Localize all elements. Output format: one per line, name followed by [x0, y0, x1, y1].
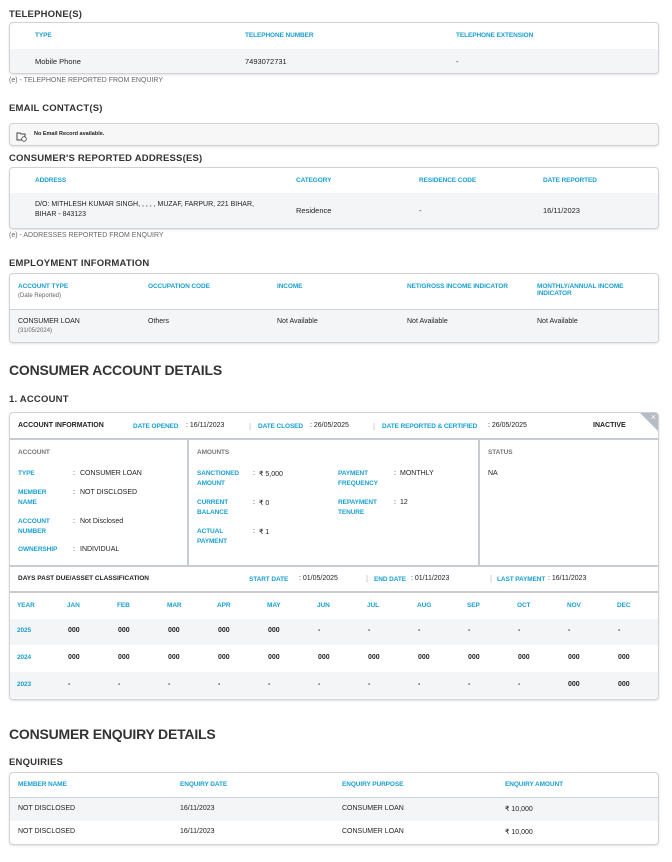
- dpd-cell: -: [418, 627, 421, 634]
- table-cell: Not Available: [407, 318, 448, 325]
- column-header: ENQUIRY AMOUNT: [505, 781, 563, 788]
- month-header: NOV: [567, 602, 581, 609]
- column-header: NET/GROSS INCOME INDICATOR: [407, 283, 508, 290]
- month-header: MAY: [267, 602, 281, 609]
- field-label: PAYMENT FREQUENCY: [338, 470, 378, 487]
- dpd-cell: -: [268, 681, 271, 688]
- dpd-cell: 000: [118, 627, 130, 634]
- month-header: AUG: [417, 602, 432, 609]
- dpd-cell: 000: [168, 654, 180, 661]
- column-header: ENQUIRY PURPOSE: [342, 781, 404, 788]
- employment-heading: EMPLOYMENT INFORMATION: [9, 258, 150, 269]
- dpd-cell: 000: [218, 654, 230, 661]
- table-cell: Others: [148, 318, 170, 325]
- colon: :: [394, 499, 396, 506]
- date-closed-label: DATE CLOSED: [258, 423, 304, 430]
- dpd-cell: 000: [168, 627, 180, 634]
- last-payment-value: : 16/11/2023: [548, 575, 587, 582]
- last-payment-label: LAST PAYMENT: [497, 576, 546, 583]
- account-status-badge: INACTIVE: [593, 422, 626, 429]
- colon: :: [253, 528, 255, 535]
- year-label: 2025: [17, 627, 32, 634]
- date-opened-label: DATE OPENED: [133, 423, 179, 430]
- dpd-cell: 000: [618, 654, 630, 661]
- column-header: TYPE: [35, 32, 52, 39]
- dpd-cell: 000: [568, 654, 580, 661]
- field-label: CURRENT BALANCE: [197, 499, 229, 516]
- dpd-cell: 000: [518, 654, 530, 661]
- dpd-cell: -: [218, 681, 221, 688]
- telephones-table: [9, 22, 659, 74]
- month-header: MAR: [167, 602, 182, 609]
- table-cell: ₹ 10,000: [505, 806, 533, 813]
- separator: |: [249, 422, 252, 431]
- dpd-cell: 000: [418, 654, 430, 661]
- dpd-cell: 000: [218, 627, 230, 634]
- field-value: Not Disclosed: [80, 518, 124, 525]
- table-cell: D/O: MITHLESH KUMAR SINGH, , , , , MUZAF, FARPUR, 221 BIHAR, BIHAR - 843123: [35, 201, 254, 218]
- address-heading: CONSUMER'S REPORTED ADDRESS(ES): [9, 153, 203, 164]
- field-label: ACTUAL PAYMENT: [197, 528, 228, 545]
- date-reported-value: : 26/05/2025: [488, 422, 527, 429]
- separator: |: [373, 422, 376, 431]
- field-label: SANCTIONED AMOUNT: [197, 470, 239, 487]
- employment-table: [9, 273, 659, 343]
- table-cell: 16/11/2023: [180, 828, 215, 835]
- field-value: MONTHLY: [400, 470, 434, 477]
- year-label: 2023: [17, 681, 32, 688]
- dpd-cell: 000: [268, 627, 280, 634]
- month-header: JUL: [367, 602, 379, 609]
- address-note: (e) - ADDRESSES REPORTED FROM ENQUIRY: [9, 232, 164, 239]
- dpd-cell: -: [318, 681, 321, 688]
- account-details-heading: CONSUMER ACCOUNT DETAILS: [9, 362, 222, 378]
- column-header: OCCUPATION CODE: [148, 283, 210, 290]
- field-value: ₹ 1: [259, 529, 270, 536]
- account-info-label: ACCOUNT INFORMATION: [18, 422, 104, 429]
- colon: :: [73, 489, 75, 496]
- dpd-cell: -: [518, 681, 521, 688]
- table-cell: ₹ 10,000: [505, 829, 533, 836]
- end-date-value: : 01/11/2023: [411, 575, 450, 582]
- month-header: JAN: [67, 602, 80, 609]
- column-header: TELEPHONE EXTENSION: [456, 32, 534, 39]
- month-header: YEAR: [17, 602, 35, 609]
- folder-info-icon: [16, 129, 27, 146]
- column-header: CATEGORY: [296, 177, 332, 184]
- dpd-cell: -: [118, 681, 121, 688]
- table-cell: Not Available: [537, 318, 578, 325]
- dpd-title: DAYS PAST DUE/ASSET CLASSIFICATION: [18, 575, 149, 582]
- field-label: OWNERSHIP: [18, 546, 58, 553]
- column-header: ADDRESS: [35, 177, 67, 184]
- start-date-value: : 01/05/2025: [299, 575, 338, 582]
- dpd-cell: -: [568, 627, 571, 634]
- month-header: OCT: [517, 602, 531, 609]
- dpd-cell: -: [318, 627, 321, 634]
- start-date-label: START DATE: [249, 576, 289, 583]
- year-label: 2024: [17, 654, 32, 661]
- dpd-cell: 000: [368, 654, 380, 661]
- date-reported-label: DATE REPORTED & CERTIFIED: [382, 423, 478, 430]
- enquiries-subheading: ENQUIRIES: [9, 757, 64, 768]
- section-title: AMOUNTS: [197, 449, 230, 456]
- dpd-cell: -: [418, 681, 421, 688]
- field-value: 12: [400, 499, 408, 506]
- colon: :: [394, 470, 396, 477]
- column-header: ENQUIRY DATE: [180, 781, 228, 788]
- column-header: MONTHLY/ANNUAL INCOME INDICATOR: [537, 283, 624, 297]
- table-cell: Not Available: [277, 318, 318, 325]
- table-cell: -: [419, 206, 422, 215]
- end-date-label: END DATE: [374, 576, 406, 583]
- close-icon[interactable]: ×: [650, 412, 656, 422]
- column-header: INCOME: [277, 283, 303, 290]
- account-card: [9, 412, 659, 700]
- colon: :: [253, 470, 255, 477]
- email-box: [9, 123, 659, 146]
- column-header: ACCOUNT TYPE: [18, 283, 69, 290]
- column-header: TELEPHONE NUMBER: [245, 32, 314, 39]
- colon: :: [73, 518, 75, 525]
- section-title: ACCOUNT: [18, 449, 50, 456]
- table-cell: CONSUMER LOAN: [342, 805, 404, 812]
- month-header: FEB: [117, 602, 130, 609]
- dpd-cell: -: [518, 627, 521, 634]
- dpd-cell: 000: [118, 654, 130, 661]
- status-value: NA: [488, 470, 498, 477]
- colon: :: [73, 470, 75, 477]
- table-cell: 16/11/2023: [180, 805, 215, 812]
- separator: |: [366, 574, 369, 583]
- dpd-cell: -: [468, 627, 471, 634]
- dpd-cell: 000: [318, 654, 330, 661]
- field-value: INDIVIDUAL: [80, 546, 120, 553]
- no-email-text: No Email Record available.: [34, 131, 105, 137]
- dpd-cell: 000: [268, 654, 280, 661]
- field-value: NOT DISCLOSED: [80, 489, 138, 496]
- dpd-cell: -: [368, 681, 371, 688]
- telephones-note: (e) - TELEPHONE REPORTED FROM ENQUIRY: [9, 77, 164, 84]
- section-title: STATUS: [488, 449, 513, 456]
- dpd-cell: -: [168, 681, 171, 688]
- dpd-cell: 000: [468, 654, 480, 661]
- column-subheader: (Date Reported): [18, 293, 62, 299]
- telephones-heading: TELEPHONE(S): [9, 9, 83, 20]
- month-header: DEC: [617, 602, 631, 609]
- column-header: DATE REPORTED: [543, 177, 597, 184]
- field-label: REPAYMENT TENURE: [338, 499, 377, 516]
- field-label: TYPE: [18, 470, 35, 477]
- colon: :: [253, 499, 255, 506]
- account-heading: 1. ACCOUNT: [9, 394, 69, 405]
- dpd-cell: 000: [68, 654, 80, 661]
- dpd-cell: 000: [618, 681, 630, 688]
- field-label: ACCOUNT NUMBER: [18, 518, 50, 535]
- field-label: MEMBER NAME: [18, 489, 47, 506]
- address-table: [9, 167, 659, 229]
- field-value: ₹ 0: [259, 500, 270, 507]
- dpd-cell: 000: [68, 627, 80, 634]
- table-subcell: (31/05/2024): [18, 328, 53, 334]
- table-cell: 16/11/2023: [543, 206, 580, 215]
- dpd-cell: -: [618, 627, 621, 634]
- table-cell: NOT DISCLOSED: [18, 805, 76, 812]
- table-cell: NOT DISCLOSED: [18, 828, 76, 835]
- dpd-cell: -: [68, 681, 71, 688]
- enquiry-heading: CONSUMER ENQUIRY DETAILS: [9, 726, 216, 742]
- column-header: MEMBER NAME: [18, 781, 67, 788]
- dpd-cell: 000: [568, 681, 580, 688]
- colon: :: [73, 546, 75, 553]
- date-closed-value: : 26/05/2025: [310, 422, 349, 429]
- field-value: CONSUMER LOAN: [80, 470, 142, 477]
- enquiry-table: [9, 772, 659, 845]
- column-header: RESIDENCE CODE: [419, 177, 477, 184]
- dpd-cell: -: [468, 681, 471, 688]
- month-header: SEP: [467, 602, 480, 609]
- separator: |: [490, 574, 493, 583]
- table-cell: Mobile Phone: [35, 57, 81, 66]
- email-heading: EMAIL CONTACT(S): [9, 103, 103, 114]
- month-header: APR: [217, 602, 231, 609]
- table-cell: 7493072731: [245, 57, 287, 66]
- date-opened-value: : 16/11/2023: [186, 422, 225, 429]
- table-cell: CONSUMER LOAN: [342, 828, 404, 835]
- field-value: ₹ 5,000: [259, 471, 283, 478]
- table-cell: Residence: [296, 206, 332, 215]
- month-header: JUN: [317, 602, 330, 609]
- table-cell: -: [456, 57, 459, 66]
- table-cell: CONSUMER LOAN: [18, 318, 80, 325]
- dpd-cell: -: [368, 627, 371, 634]
